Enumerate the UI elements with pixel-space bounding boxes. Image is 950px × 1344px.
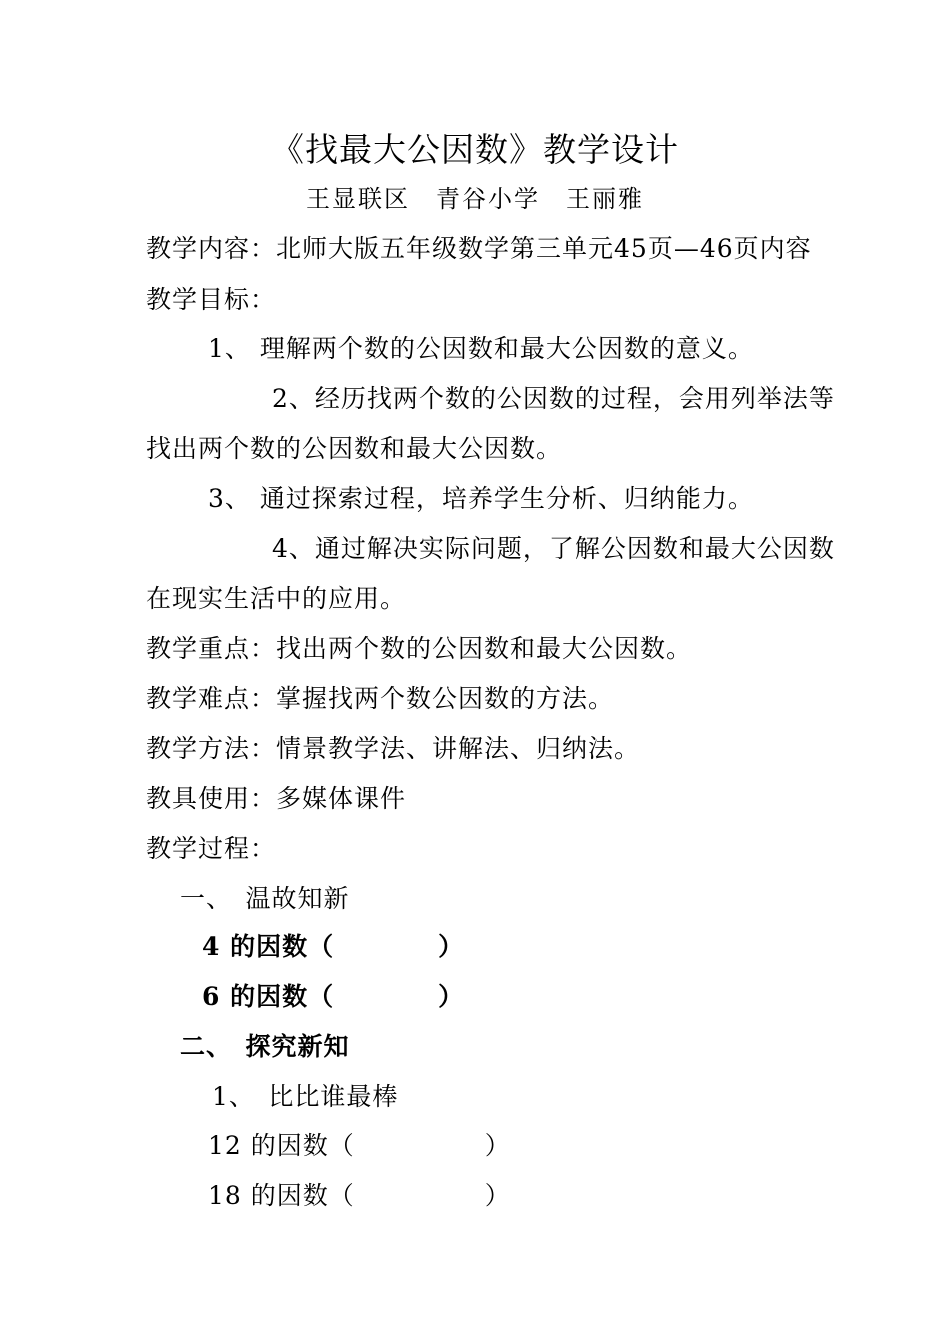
factors-of-4: 4 的因数（ ） xyxy=(202,932,465,961)
objective-4-line1: 4、通过解决实际问题，了解公因数和最大公因数 xyxy=(272,534,835,563)
section-1-heading: 一、 温故知新 xyxy=(180,884,350,913)
teaching-tools: 教具使用：多媒体课件 xyxy=(146,784,407,813)
objective-2-line1: 2、经历找两个数的公因数的过程，会用列举法等 xyxy=(272,384,835,413)
document-title: 《找最大公因数》教学设计 xyxy=(271,130,679,169)
objectives-heading: 教学目标： xyxy=(146,285,277,314)
objective-2-line2: 找出两个数的公因数和最大公因数。 xyxy=(146,434,563,463)
author-line: 王显联区 青谷小学 王丽雅 xyxy=(306,185,644,213)
process-heading: 教学过程： xyxy=(146,834,277,863)
factors-of-12: 12 的因数（ ） xyxy=(208,1131,511,1160)
subsection-1-heading: 1、 比比谁最棒 xyxy=(212,1082,399,1111)
factors-of-6: 6 的因数（ ） xyxy=(202,982,465,1011)
factors-of-18: 18 的因数（ ） xyxy=(208,1181,511,1210)
objective-3: 3、 通过探索过程，培养学生分析、归纳能力。 xyxy=(208,484,754,513)
section-2-heading: 二、 探究新知 xyxy=(180,1032,350,1061)
objective-1: 1、 理解两个数的公因数和最大公因数的意义。 xyxy=(208,334,754,363)
key-point: 教学重点：找出两个数的公因数和最大公因数。 xyxy=(146,634,693,663)
teaching-method: 教学方法：情景教学法、讲解法、归纳法。 xyxy=(146,734,641,763)
objective-4-line2: 在现实生活中的应用。 xyxy=(146,584,407,613)
difficult-point: 教学难点：掌握找两个数公因数的方法。 xyxy=(146,684,615,713)
content-line: 教学内容：北师大版五年级数学第三单元45页—46页内容 xyxy=(146,234,812,263)
